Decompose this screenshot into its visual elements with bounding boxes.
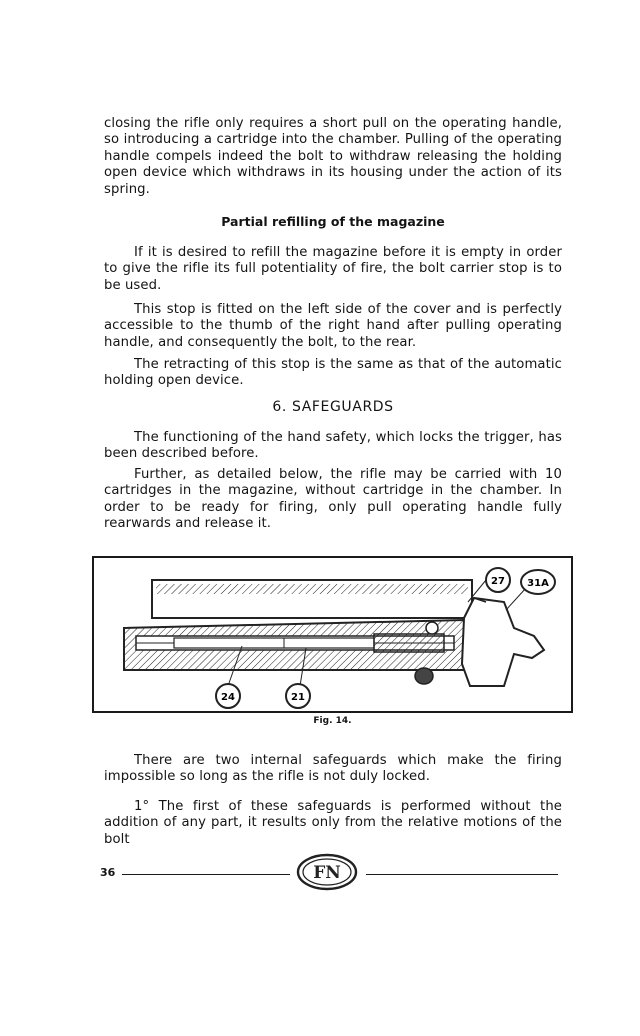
paragraph-first-safeguard: 1° The first of these safeguards is performed without the addition of any part, it results only from the relative motions of the bolt [104, 799, 562, 847]
paragraph-hand-safety: The functioning of the hand safety, which locks the trigger, has been described before. [104, 430, 562, 462]
subheading-partial-refilling: Partial refilling of the magazine [221, 214, 445, 229]
paragraph-refill-magazine: If it is desired to refill the magazine before it is empty in order to give the rifle its full potentiality of fire, the bolt carrier stop is to be used. [104, 245, 562, 293]
figure-14-diagram [92, 556, 573, 713]
figure-caption: Fig. 14. [313, 716, 352, 726]
footer-rule-left [122, 874, 290, 875]
callout-27-label: 27 [491, 576, 505, 587]
paragraph-internal-safeguards: There are two internal safeguards which make the firing impossible so long as the rifle is not duly locked. [104, 753, 562, 785]
safety-knob [415, 668, 433, 684]
paragraph-bolt-closing: closing the rifle only requires a short pull on the operating handle, so introducing a cartridge into the chamber. Pulling of the operating handle compels indeed the bolt to withdraw releasing the holding open device which withdraws in its housing under the action of its spring. [104, 116, 562, 197]
callout-31a [521, 570, 555, 594]
paragraph-carry-cartridges: Further, as detailed below, the rifle may be carried with 10 cartridges in the magazine, without cartridge in the chamber. In order to be ready for firing, only pull operating handle fully rearwards and release it. [104, 467, 562, 532]
page-number: 36 [100, 866, 116, 879]
callout-27 [486, 568, 510, 592]
section-heading-safeguards: 6. SAFEGUARDS [272, 399, 394, 415]
bolt-mechanism-illustration [94, 558, 573, 713]
firing-pin [174, 638, 374, 648]
footer-rule-right [366, 874, 558, 875]
fn-logo-letters: FN [313, 863, 341, 883]
bolt-carrier-stop [462, 598, 544, 686]
paragraph-stop-retracting: The retracting of this stop is the same as that of the automatic holding open device. [104, 357, 562, 389]
callout-24 [216, 684, 240, 708]
callout-24-label: 24 [221, 692, 235, 703]
callout-21-label: 21 [291, 692, 305, 703]
paragraph-stop-location: This stop is fitted on the left side of the cover and is perfectly accessible to the thumb of the right hand after pulling operating handle, and consequently the bolt, to the rear. [104, 302, 562, 350]
callout-31a-label: 31A [527, 578, 549, 589]
fn-logo [296, 853, 358, 891]
callout-21 [286, 684, 310, 708]
bolt-head [374, 634, 444, 652]
